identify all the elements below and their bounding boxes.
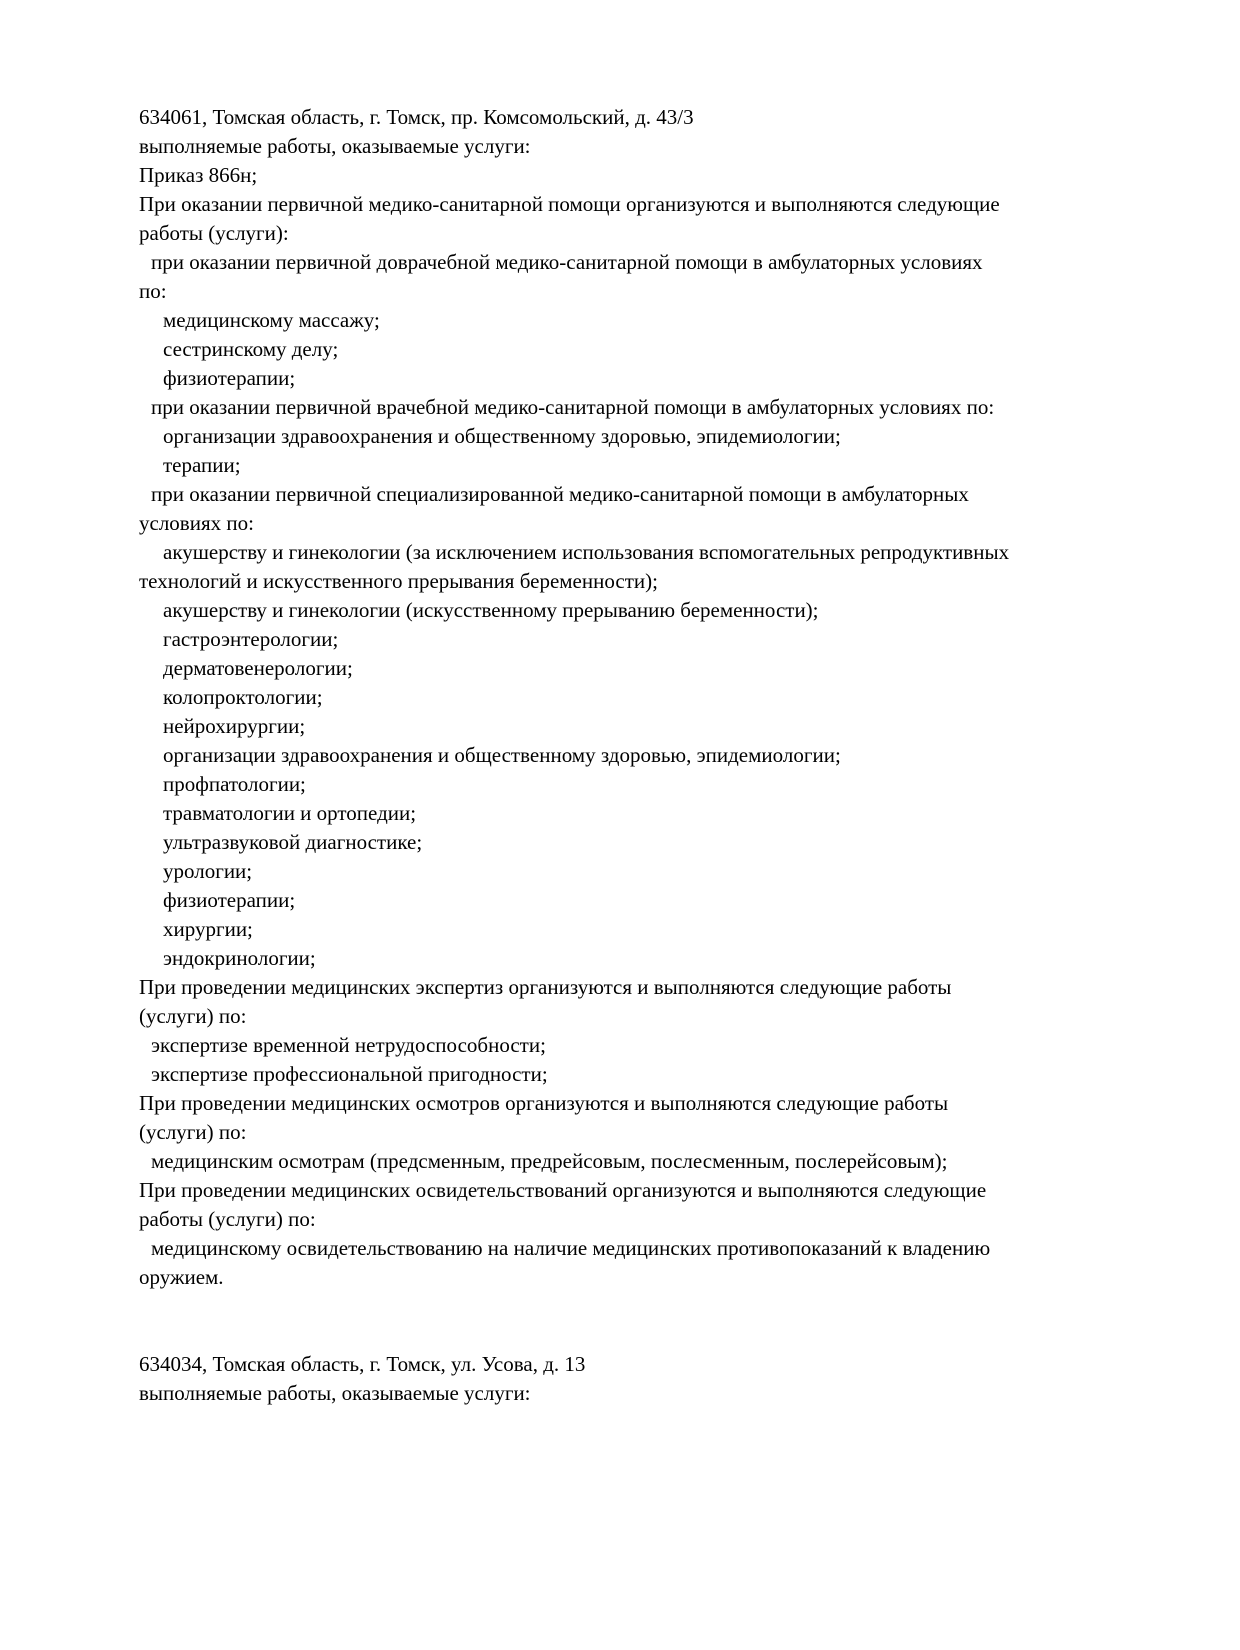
text-line: При проведении медицинских осмотров организуются и выполняются следующие работы [139,1091,949,1115]
text-line: работы (услуги) по: [139,1207,316,1231]
text-line: при оказании первичной доврачебной медико-санитарной помощи в амбулаторных условиях [151,250,983,274]
text-line: физиотерапии; [163,888,296,912]
text-line: терапии; [163,453,241,477]
blank-line [139,1321,1119,1350]
text-line: травматологии и ортопедии; [163,801,417,825]
text-line: организации здравоохранения и общественному здоровью, эпидемиологии; [163,424,841,448]
text-line: При проведении медицинских экспертиз организуются и выполняются следующие работы [139,975,952,999]
text-line: Приказ 866н; [139,163,258,187]
text-line: хирургии; [163,917,253,941]
text-line: (услуги) по: [139,1004,247,1028]
text-line: 634061, Томская область, г. Томск, пр. Комсомольский, д. 43/3 [139,105,694,129]
text-line: (услуги) по: [139,1120,247,1144]
text-line: эндокринологии; [163,946,316,970]
text-line: ультразвуковой диагностике; [163,830,423,854]
text-line: нейрохирургии; [163,714,306,738]
text-line: оружием. [139,1265,224,1289]
text-line: организации здравоохранения и общественному здоровью, эпидемиологии; [163,743,841,767]
text-line: при оказании первичной врачебной медико-санитарной помощи в амбулаторных условиях по: [151,395,995,419]
blank-line [139,1292,1119,1321]
text-line: выполняемые работы, оказываемые услуги: [139,1381,531,1405]
text-line: урологии; [163,859,253,883]
text-line: акушерству и гинекологии (за исключением использования вспомогательных репродуктивных [163,540,1010,564]
text-line: колопроктологии; [163,685,323,709]
text-line: дерматовенерологии; [163,656,353,680]
text-line: акушерству и гинекологии (искусственному прерыванию беременности); [163,598,819,622]
text-line: гастроэнтерологии; [163,627,339,651]
text-line: технологий и искусственного прерывания беременности); [139,569,658,593]
text-line: 634034, Томская область, г. Томск, ул. Усова, д. 13 [139,1352,586,1376]
text-line: При оказании первичной медико-санитарной помощи организуются и выполняются следующие [139,192,1000,216]
text-line: экспертизе временной нетрудоспособности; [151,1033,546,1057]
text-line: физиотерапии; [163,366,296,390]
text-line: работы (услуги): [139,221,289,245]
text-line: при оказании первичной специализированной медико-санитарной помощи в амбулаторных [151,482,969,506]
text-line: сестринскому делу; [163,337,339,361]
text-line: медицинскому массажу; [163,308,380,332]
text-line: условиях по: [139,511,254,535]
text-line: по: [139,279,167,303]
text-line: профпатологии; [163,772,306,796]
text-line: медицинскому освидетельствованию на наличие медицинских противопоказаний к владению [151,1236,991,1260]
text-line: выполняемые работы, оказываемые услуги: [139,134,531,158]
document-body [139,103,1119,1408]
text-line: При проведении медицинских освидетельствований организуются и выполняются следующие [139,1178,987,1202]
text-line: медицинским осмотрам (предсменным, предрейсовым, послесменным, послерейсовым); [151,1149,948,1173]
text-line: экспертизе профессиональной пригодности; [151,1062,548,1086]
